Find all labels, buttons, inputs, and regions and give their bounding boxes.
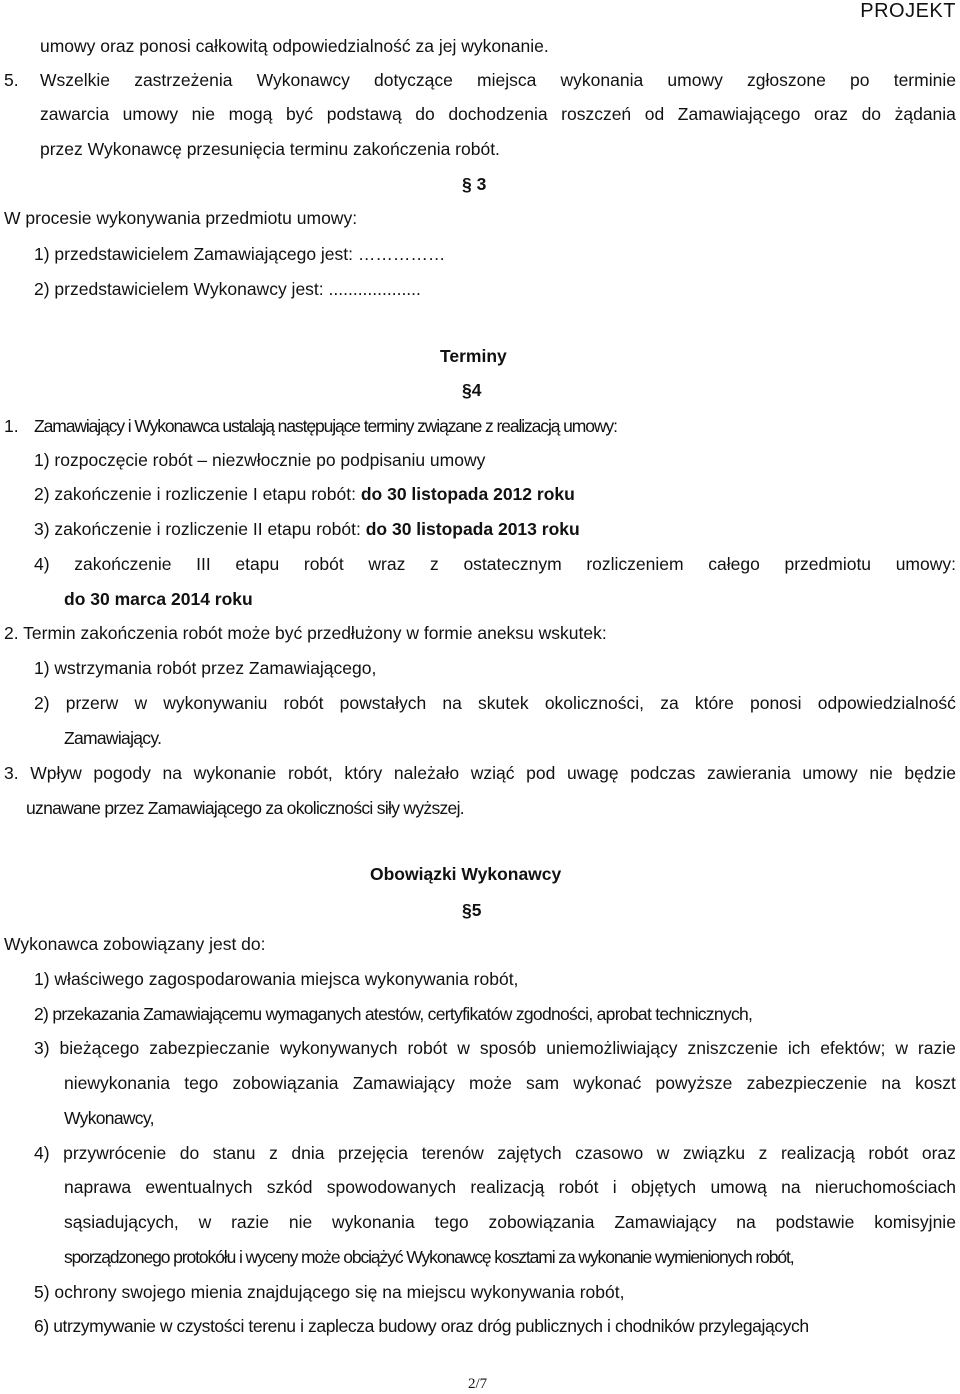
- duty-item-4-line1: [34, 1141, 956, 1165]
- word: oraz: [813, 104, 848, 124]
- word: robót: [558, 1177, 599, 1197]
- word: zgłoszone: [747, 70, 826, 90]
- word: przedmiotu: [784, 554, 872, 574]
- duty-item-6: 6) utrzymywanie w czystości terenu i zaplecza budowy oraz dróg publicznych i chodników przylegających: [34, 1316, 809, 1336]
- word: wziąć: [470, 763, 515, 783]
- word: wraz: [368, 554, 406, 574]
- section3-paragraph-mark: § 3: [462, 174, 487, 194]
- term-item-1: 1) rozpoczęcie robót – niezwłocznie po podpisaniu umowy: [34, 450, 486, 470]
- word: oraz: [921, 1143, 956, 1163]
- duty-item-4-line4: sporządzonego protokółu i wyceny może obciążyć Wykonawcę kosztami za wykonanie wymienionych robót,: [64, 1247, 794, 1267]
- word: razie: [917, 1038, 956, 1058]
- duty-item-1: 1) właściwego zagospodarowania miejsca wykonywania robót,: [34, 969, 519, 989]
- extension-reason-1: 1) wstrzymania robót przez Zamawiającego,: [34, 658, 377, 678]
- word: 3): [34, 1038, 50, 1058]
- word: zawarcia: [40, 104, 110, 124]
- word: bieżącego: [59, 1038, 140, 1058]
- word: może: [469, 1073, 512, 1093]
- extension-reason-2-line1: [34, 691, 956, 715]
- word: na: [781, 1177, 801, 1197]
- word: do: [179, 1143, 200, 1163]
- word: realizacją: [470, 1177, 545, 1197]
- word: związku: [682, 1143, 746, 1163]
- word: umowy: [802, 763, 858, 783]
- word: uwagę: [567, 763, 619, 783]
- word: 3.: [4, 763, 19, 783]
- word: niewykonania: [64, 1073, 171, 1093]
- word: które: [694, 693, 734, 713]
- word: pod: [526, 763, 556, 783]
- word: dnia: [291, 1143, 325, 1163]
- item5-number: 5.: [4, 70, 19, 90]
- word: dotyczące: [374, 70, 453, 90]
- duty-item-4-line2: [64, 1175, 956, 1199]
- word: etapu: [235, 554, 280, 574]
- word: odpowiedzialność: [817, 693, 956, 713]
- word: ostatecznym: [463, 554, 562, 574]
- word: wykonywanych: [279, 1038, 398, 1058]
- word: terminie: [893, 70, 956, 90]
- word: robót: [303, 554, 344, 574]
- word: Zamawiający: [614, 1212, 717, 1232]
- word: w: [895, 1038, 908, 1058]
- item5-line1: [40, 68, 956, 92]
- word: umowy: [122, 104, 179, 124]
- word: przywrócenie: [63, 1143, 167, 1163]
- duty-item-5: 5) ochrony swojego mienia znajdującego się na miejscu wykonywania robót,: [34, 1282, 625, 1302]
- term-item-2: 2) zakończenie i rozliczenie I etapu robót: do 30 listopada 2012 roku: [34, 484, 575, 504]
- word: 4): [34, 554, 50, 574]
- header-projekt-label: PROJEKT: [860, 0, 956, 22]
- word: czasowo: [575, 1143, 644, 1163]
- word: powyższe: [655, 1073, 733, 1093]
- word: w: [656, 1143, 670, 1163]
- word: umową: [710, 1177, 767, 1197]
- word: wykonania: [560, 70, 644, 90]
- word: zakończenie: [74, 554, 172, 574]
- section4-paragraph-mark: §4: [462, 380, 482, 400]
- section4-heading: Terminy: [440, 346, 507, 366]
- word: wykonania: [332, 1212, 415, 1232]
- word: stanu: [212, 1143, 256, 1163]
- word: zobowiązania: [488, 1212, 595, 1232]
- word: zabezpieczenie: [746, 1073, 868, 1093]
- section4-p3-line1: [4, 761, 956, 785]
- representative-zamawiajacy: 1) przedstawicielem Zamawiającego jest: ……………: [34, 244, 446, 264]
- duty-item-2: 2) przekazania Zamawiającemu wymaganych atestów, certyfikatów zgodności, aprobat technicznych,: [34, 1004, 753, 1024]
- word: ich: [787, 1038, 811, 1058]
- word: sąsiadujących,: [64, 1212, 179, 1232]
- term-item-4-date: do 30 marca 2014 roku: [64, 589, 253, 609]
- word: podstawie: [775, 1212, 855, 1232]
- word: za: [660, 693, 679, 713]
- word: terenów: [421, 1143, 484, 1163]
- word: umowy: [667, 70, 723, 90]
- representative-wykonawca: 2) przedstawicielem Wykonawcy jest: ...................: [34, 279, 421, 299]
- word: ewentualnych: [145, 1177, 253, 1197]
- word: Zamawiający: [352, 1073, 455, 1093]
- word: który: [344, 763, 383, 783]
- word: z: [269, 1143, 278, 1163]
- word: powstałych: [339, 693, 427, 713]
- word: wykonać: [573, 1073, 642, 1093]
- duty-item-4-line3: [64, 1210, 956, 1234]
- word: dochodzenia: [448, 104, 548, 124]
- extension-reason-2-line2: Zamawiający.: [64, 728, 162, 748]
- word: nieruchomościach: [814, 1177, 956, 1197]
- section5-intro: Wykonawca zobowiązany jest do:: [4, 934, 266, 954]
- word: naprawa: [64, 1177, 132, 1197]
- section5-heading: Obowiązki Wykonawcy: [370, 864, 562, 884]
- item5-line2: [40, 102, 956, 126]
- word: zastrzeżenia: [134, 70, 233, 90]
- section5-paragraph-mark: §5: [462, 900, 482, 920]
- term-item-4-line1: [34, 552, 956, 576]
- word: realizacją: [780, 1143, 855, 1163]
- word: będzie: [904, 763, 956, 783]
- word: wykonanie: [193, 763, 277, 783]
- word: podstawą: [326, 104, 402, 124]
- word: Wpływ: [30, 763, 82, 783]
- word: roszczeń: [561, 104, 632, 124]
- word: spowodowanych: [326, 1177, 457, 1197]
- section4-p1-text: Zamawiający i Wykonawca ustalają następujące terminy związane z realizacją umowy:: [34, 416, 617, 436]
- term-item-3: 3) zakończenie i rozliczenie II etapu robót: do 30 listopada 2013 roku: [34, 519, 580, 539]
- word: od: [644, 104, 665, 124]
- word: pogody: [93, 763, 151, 783]
- word: w: [457, 1038, 470, 1058]
- word: tego: [434, 1212, 469, 1232]
- section4-p1-number: 1.: [4, 416, 19, 436]
- word: nie: [191, 104, 216, 124]
- word: uniemożliwiający: [546, 1038, 678, 1058]
- item5-line3: przez Wykonawcę przesunięcia terminu zakończenia robót.: [40, 139, 500, 159]
- section3-intro: W procesie wykonywania przedmiotu umowy:: [4, 208, 358, 228]
- word: całego: [708, 554, 760, 574]
- page-number: 2/7: [468, 1376, 488, 1392]
- duty-item-3-line3: Wykonawcy,: [64, 1108, 154, 1128]
- word: w: [134, 693, 148, 713]
- word: na: [442, 693, 462, 713]
- word: komisyjnie: [874, 1212, 956, 1232]
- word: zabezpieczanie: [149, 1038, 270, 1058]
- word: zawierania: [707, 763, 791, 783]
- word: z: [430, 554, 439, 574]
- word: przerw: [65, 693, 119, 713]
- word: skutek: [478, 693, 529, 713]
- word: zobowiązania: [232, 1073, 339, 1093]
- word: zniszczenie: [687, 1038, 778, 1058]
- word: Zamawiającego: [677, 104, 801, 124]
- word: być: [285, 104, 314, 124]
- word: Wykonawcy: [256, 70, 350, 90]
- word: razie: [231, 1212, 270, 1232]
- word: podczas: [630, 763, 696, 783]
- section4-p3-line2: uznawane przez Zamawiającego za okoliczności siły wyższej.: [26, 798, 464, 818]
- word: z: [758, 1143, 768, 1163]
- word: rozliczeniem: [586, 554, 684, 574]
- duty-item-3-line2: [64, 1071, 956, 1095]
- section4-p2: 2. Termin zakończenia robót może być przedłużony w formie aneksu wskutek:: [4, 623, 607, 643]
- word: III: [196, 554, 211, 574]
- word: tego: [184, 1073, 219, 1093]
- word: 2): [34, 693, 50, 713]
- word: robót,: [287, 763, 333, 783]
- word: do: [861, 104, 882, 124]
- continuation-line: umowy oraz ponosi całkowitą odpowiedzialność za jej wykonanie.: [40, 36, 549, 56]
- word: należało: [393, 763, 460, 783]
- word: szkód: [266, 1177, 313, 1197]
- word: Wszelkie: [40, 70, 111, 90]
- word: po: [850, 70, 870, 90]
- word: na: [881, 1073, 901, 1093]
- duty-item-3-line1: [34, 1036, 956, 1060]
- word: w: [198, 1212, 212, 1232]
- word: okoliczności,: [544, 693, 645, 713]
- word: przejęcia: [337, 1143, 409, 1163]
- word: robót: [407, 1038, 448, 1058]
- word: miejsca: [477, 70, 537, 90]
- word: wykonywaniu: [163, 693, 268, 713]
- word: sposób: [479, 1038, 537, 1058]
- word: robót: [283, 693, 324, 713]
- word: 4): [34, 1143, 50, 1163]
- word: nie: [869, 763, 893, 783]
- word: na: [736, 1212, 756, 1232]
- word: zajętych: [497, 1143, 562, 1163]
- word: i: [612, 1177, 617, 1197]
- word: nie: [288, 1212, 313, 1232]
- word: koszt: [915, 1073, 956, 1093]
- word: efektów;: [820, 1038, 886, 1058]
- word: objętych: [630, 1177, 697, 1197]
- word: umowy:: [895, 554, 956, 574]
- word: do: [415, 104, 435, 124]
- word: robót: [868, 1143, 909, 1163]
- word: żądania: [894, 104, 956, 124]
- word: mogą: [228, 104, 273, 124]
- word: ponosi: [749, 693, 802, 713]
- word: na: [162, 763, 182, 783]
- word: sam: [526, 1073, 560, 1093]
